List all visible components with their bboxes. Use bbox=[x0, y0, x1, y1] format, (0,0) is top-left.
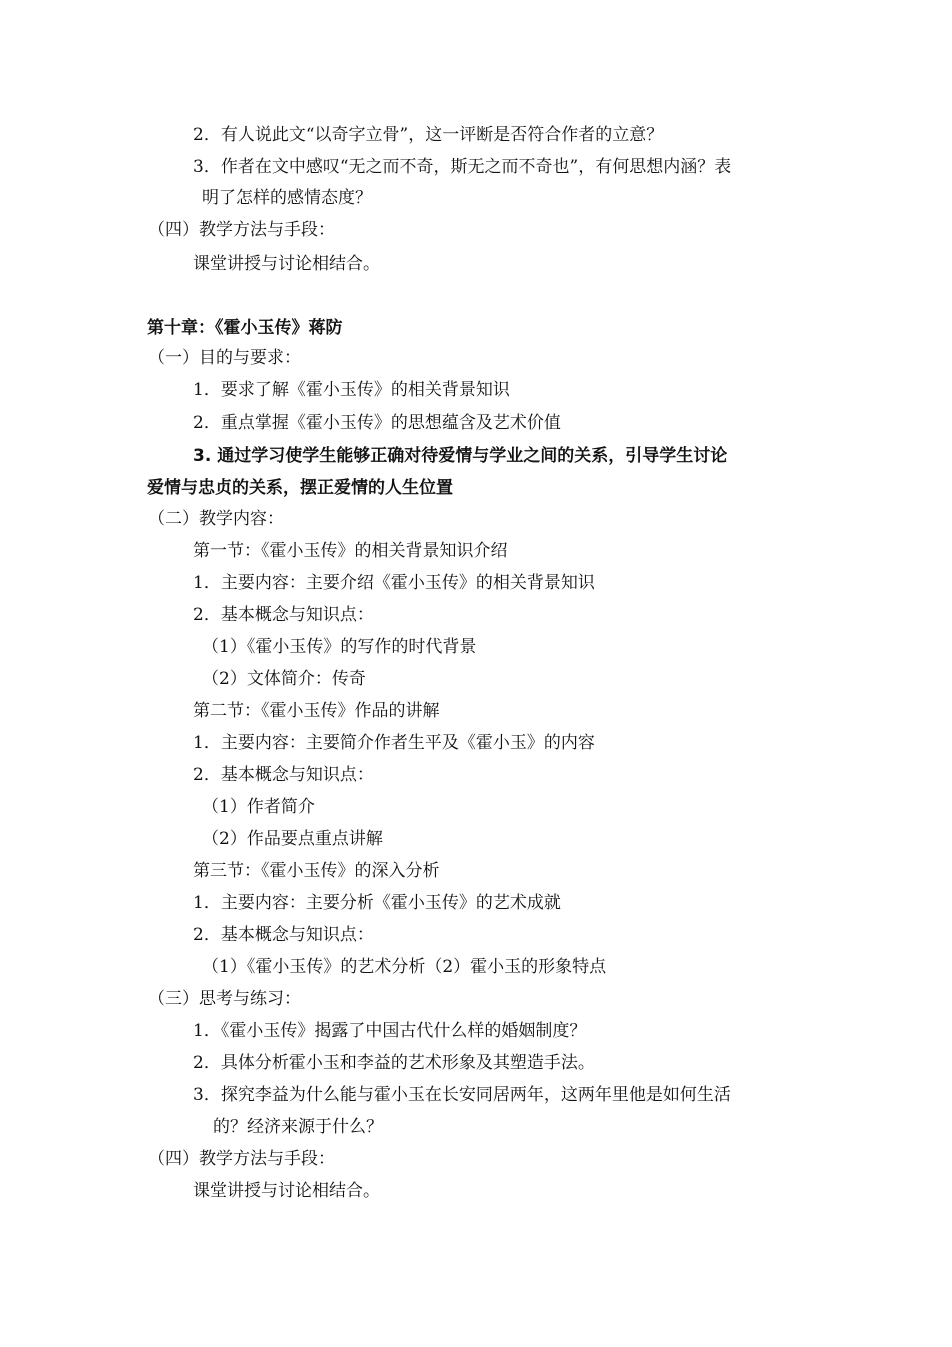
methods-text: 课堂讲授与讨论相结合。 bbox=[193, 254, 380, 274]
section-3-title: 第三节：《霍小玉传》的深入分析 bbox=[193, 861, 440, 881]
section-3-concepts: 2．基本概念与知识点： bbox=[193, 925, 374, 945]
exercise-3-line-1: 3．探究李益为什么能与霍小玉在长安同居两年，这两年里他是如何生活 bbox=[193, 1085, 731, 1105]
section-2-main: 1．主要内容：主要简介作者生平及《霍小玉》的内容 bbox=[193, 733, 595, 753]
question-3-line-1: 3．作者在文中感叹“无之而不奇，斯无之而不奇也”，有何思想内涵？表 bbox=[193, 157, 732, 177]
objective-3-line-2: 爱情与忠贞的关系，摆正爱情的人生位置 bbox=[147, 478, 453, 498]
section-1-concepts: 2．基本概念与知识点： bbox=[193, 605, 374, 625]
exercises-heading: （三）思考与练习： bbox=[148, 989, 301, 1009]
exercise-3-line-2: 的？经济来源于什么？ bbox=[213, 1117, 383, 1137]
section-3-point-1: （1）《霍小玉传》的艺术分析（2）霍小玉的形象特点 bbox=[202, 957, 607, 977]
section-3-main: 1．主要内容：主要分析《霍小玉传》的艺术成就 bbox=[193, 893, 561, 913]
methods-heading: （四）教学方法与手段： bbox=[148, 220, 335, 240]
objectives-heading: （一）目的与要求： bbox=[148, 348, 301, 368]
content-heading: （二）教学内容： bbox=[148, 509, 284, 529]
section-1-point-2: （2）文体简介：传奇 bbox=[202, 669, 366, 689]
chapter-methods-text: 课堂讲授与讨论相结合。 bbox=[193, 1181, 380, 1201]
objective-1: 1．要求了解《霍小玉传》的相关背景知识 bbox=[193, 380, 510, 400]
section-2-point-1: （1）作者简介 bbox=[202, 797, 315, 817]
section-1-main: 1．主要内容：主要介绍《霍小玉传》的相关背景知识 bbox=[193, 573, 595, 593]
chapter-methods-heading: （四）教学方法与手段： bbox=[148, 1149, 335, 1169]
section-1-title: 第一节：《霍小玉传》的相关背景知识介绍 bbox=[193, 541, 508, 561]
chapter-title: 第十章：《霍小玉传》蒋防 bbox=[147, 318, 343, 338]
objective-3-line-1: 3. 通过学习使学生能够正确对待爱情与学业之间的关系，引导学生讨论 bbox=[193, 446, 728, 466]
section-1-point-1: （1）《霍小玉传》的写作的时代背景 bbox=[202, 637, 477, 657]
section-2-title: 第二节：《霍小玉传》作品的讲解 bbox=[193, 701, 440, 721]
exercise-1: 1．《霍小玉传》揭露了中国古代什么样的婚姻制度？ bbox=[193, 1021, 587, 1041]
objective-2: 2．重点掌握《霍小玉传》的思想蕴含及艺术价值 bbox=[193, 413, 561, 433]
question-2: 2．有人说此文“以奇字立骨”，这一评断是否符合作者的立意？ bbox=[193, 125, 664, 145]
exercise-2: 2．具体分析霍小玉和李益的艺术形象及其塑造手法。 bbox=[193, 1053, 595, 1073]
section-2-concepts: 2．基本概念与知识点： bbox=[193, 765, 374, 785]
section-2-point-2: （2）作品要点重点讲解 bbox=[202, 829, 383, 849]
question-3-line-2: 明了怎样的感情态度？ bbox=[202, 188, 372, 208]
